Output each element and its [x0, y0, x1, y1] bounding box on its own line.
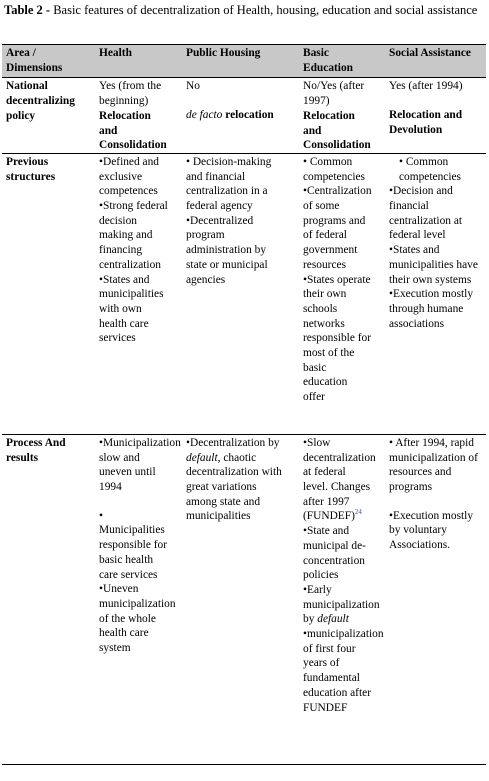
row-previous	[2, 153, 486, 434]
process-housing-text-a: •Decentralization by	[186, 436, 280, 449]
list-item	[303, 583, 380, 627]
cell-policy-social	[375, 78, 486, 154]
cell-policy-health	[85, 78, 172, 154]
list-item: •Municipalization slow and uneven until 1994	[99, 436, 181, 494]
header-social: Social Assistance	[375, 45, 486, 78]
cell-previous-social	[375, 153, 486, 434]
policy-social-answer: Yes (after 1994)	[389, 80, 463, 93]
header-housing: Public Housing	[172, 45, 289, 78]
process-education-text-1: •Slow decentralization at federal level. Changes after 1997 (FUNDEF)	[303, 436, 376, 523]
list-item: •State and municipal de-concentration policies	[303, 525, 366, 582]
cell-process-social	[375, 434, 486, 764]
row-label-policy: National decentralizing policy	[2, 78, 85, 154]
policy-housing-type	[186, 108, 286, 123]
footnote-marker[interactable]: 24	[354, 508, 362, 517]
decentralization-table	[2, 44, 486, 765]
header-dimensions: Area / Dimensions	[2, 45, 85, 78]
cell-process-housing	[172, 434, 289, 764]
header-education: Basic Education	[289, 45, 375, 78]
policy-health-type: Relocation and Consolidation	[99, 109, 167, 152]
list-item: •Decision and financial centralization at federal level	[389, 185, 463, 242]
row-label-process: Process And results	[2, 434, 85, 764]
list-item: •Centralization of some programs and of federal government resources	[303, 185, 372, 271]
cell-previous-housing	[172, 153, 289, 434]
policy-health-answer: Yes (from the beginning)	[99, 80, 162, 108]
list-item: •States and municipalities have their own systems	[389, 244, 478, 286]
table-caption	[4, 3, 486, 18]
process-housing-text-c: , chaotic decentralization with great variations among state and municipalities	[186, 451, 282, 523]
caption-label: Table 2 -	[4, 3, 51, 17]
list-item: •States operate their own schools networks responsible for most of the basic education offer	[303, 273, 372, 404]
cell-previous-education	[289, 153, 375, 434]
policy-education-type: Relocation and Consolidation	[303, 109, 371, 152]
list-item: •municipalization of first four years of fundamental education after FUNDEF	[303, 628, 384, 714]
list-item	[186, 436, 286, 524]
row-label-previous: Previous structures	[2, 153, 85, 434]
header-row	[2, 45, 486, 78]
list-item: • After 1994, rapid municipalization of resources and programs	[389, 436, 478, 494]
row-process	[2, 434, 486, 764]
process-education-text-3b: default	[317, 613, 349, 626]
list-item: •Execution mostly by voluntary Associations.	[389, 509, 474, 552]
list-item: •Execution mostly through humane associations	[389, 288, 474, 330]
cell-previous-health	[85, 153, 172, 434]
policy-housing-type-bold: relocation	[222, 109, 274, 122]
caption-text: Basic features of decentralization of Health, housing, education and social assistance	[50, 3, 478, 17]
list-item: •Decentralized program administration by state or municipal agencies	[186, 214, 268, 286]
process-housing-text-b: default	[186, 451, 218, 464]
list-item: •States and municipalities with own health care services	[99, 273, 164, 345]
cell-policy-education	[289, 78, 375, 154]
policy-housing-answer: No	[186, 80, 200, 93]
list-item: •Uneven municipalization of the whole health care system	[99, 583, 176, 655]
list-item: • Common competencies	[399, 155, 461, 183]
list-item: • Common competencies	[303, 155, 365, 183]
policy-social-type: Relocation and Devolution	[389, 109, 463, 136]
list-item	[303, 436, 376, 524]
list-item: •Strong federal decision making and financing centralization	[99, 200, 168, 271]
policy-housing-type-italic: de facto	[186, 109, 223, 122]
header-health: Health	[85, 45, 172, 78]
row-policy	[2, 78, 486, 154]
cell-process-education	[289, 434, 384, 764]
list-item: • Decision-making and financial centralization in a federal agency	[186, 155, 272, 213]
cell-policy-housing	[172, 78, 289, 154]
policy-education-answer: No/Yes (after 1997)	[303, 80, 365, 108]
list-item: • Municipalities responsible for basic health care services	[99, 509, 168, 581]
process-education-text-3a: •Early municipalization by	[303, 583, 380, 626]
cell-process-health	[85, 434, 181, 764]
list-item: •Defined and exclusive competences	[99, 155, 159, 198]
